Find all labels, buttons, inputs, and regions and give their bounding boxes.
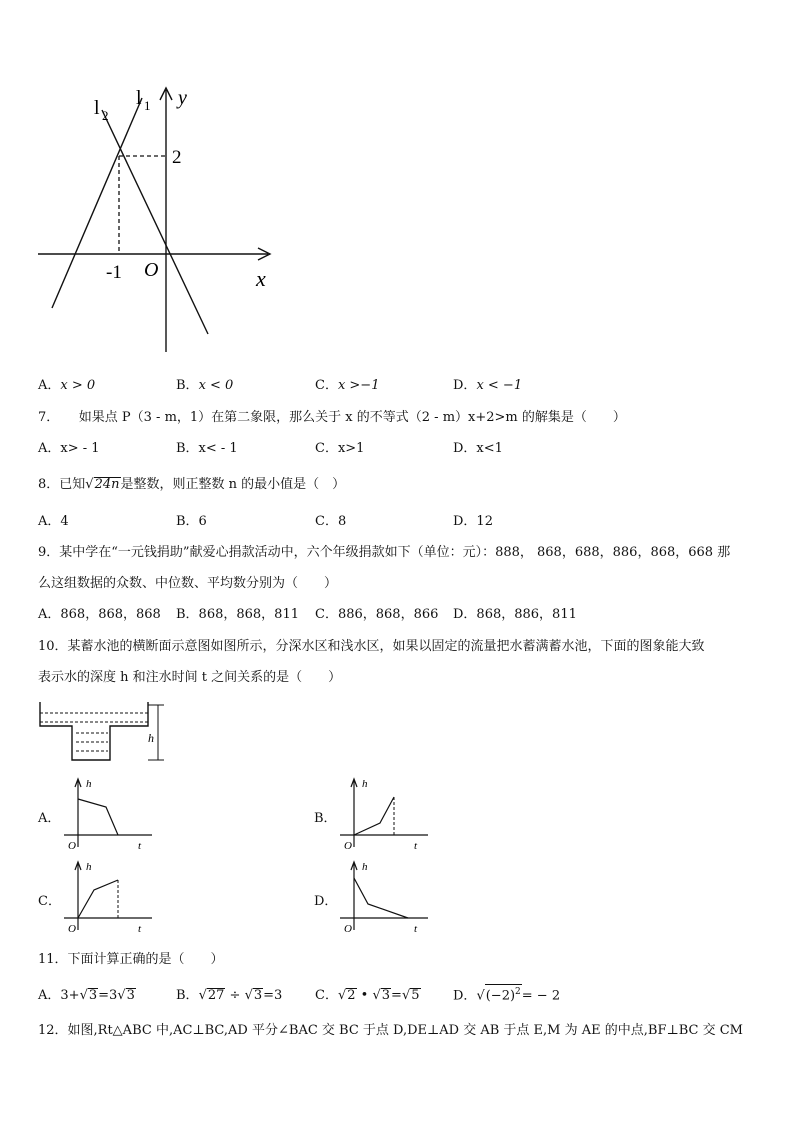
svg-text:h: h [362,778,368,790]
q11-option-c [315,984,421,1003]
q11-stem: 11．下面计算正确的是（ ） [38,952,224,967]
q10-option-b-label: B． [314,811,337,826]
q9-option-a: A．868，868，868 [38,607,161,622]
label-l2: l [94,97,100,119]
option-label: B． [176,378,199,393]
sqrt-symbol: √ [85,477,94,492]
svg-text:O: O [68,923,76,935]
svg-text:O: O [344,923,352,935]
expr-part: =3 [263,988,283,1003]
q6-option-c [315,374,379,393]
q9-option-b: B．868，868，811 [176,607,299,622]
option-text: x >−1 [337,378,380,393]
graph-curve [78,799,118,835]
q11-option-a [38,984,136,1003]
radicand: 3 [253,988,263,1003]
q8-option-b: B．6 [176,514,207,529]
q10-option-a-label: A． [38,811,61,826]
q7-option-d: D．x<1 [453,441,503,456]
option-text: x < 0 [198,378,234,393]
exponent: 2 [515,987,521,997]
q8-option-c: C．8 [315,514,347,529]
radicand: 27 [207,988,225,1003]
pool-cross-section-figure [36,700,176,766]
linear-functions-graph [30,80,290,360]
tick-two: 2 [172,147,182,168]
radicand: 3 [88,988,98,1003]
q10-option-c-label: C． [38,894,61,909]
q9-stem-line2: 么这组数据的众数、中位数、平均数分别为（ ） [38,576,338,591]
sqrt-symbol: √ [79,988,88,1003]
q12-stem: 12．如图,Rt△ABC 中,AC⊥BC,AD 平分∠BAC 交 BC 于点 D,DE⊥AD 交 AB 于点 E,M 为 AE 的中点,BF⊥BC 交 CM [38,1023,743,1038]
q6-option-d [453,374,522,393]
svg-text:O: O [344,840,352,852]
option-text: x < −1 [476,378,523,393]
q7-option-c: C．x>1 [315,441,365,456]
label-x: x [256,266,266,291]
q10-stem-line2: 表示水的深度 h 和注水时间 t 之间关系的是（ ） [38,670,342,685]
q8-radicand: 24n [94,477,120,492]
q11-option-b [176,984,282,1003]
line-l2 [102,110,208,334]
svg-text:t: t [414,923,418,935]
q9-option-c: C．886，868，866 [315,607,439,622]
q8-prefix: 8．已知 [38,477,86,492]
option-label: B． [176,988,199,1003]
option-label: C． [315,378,338,393]
sqrt-symbol: √ [337,988,347,1003]
q6-option-b [176,374,233,393]
option-text: x > 0 [60,378,96,393]
svg-text:O: O [68,840,76,852]
tick-minus-one: -1 [106,262,122,283]
line-l1 [52,98,142,308]
q9-stem-line1: 9．某中学在“一元钱捐助”献爱心捐款活动中，六个年级捐款如下（单位：元）：888， 868，688，886，868，668 那 [38,545,731,560]
q8-option-d: D．12 [453,514,493,529]
sqrt-symbol: √ [372,988,381,1003]
radicand: 3 [126,988,135,1003]
expr-part: 3+ [60,988,80,1003]
q10-option-d-label: D． [314,894,338,909]
label-l1-sub: 1 [144,98,151,113]
graph-curve [78,880,118,918]
q9-option-d: D．868，886，811 [453,607,577,622]
radicand: 5 [411,988,420,1003]
q11-option-d [453,984,560,1003]
label-l2-sub: 2 [102,108,109,123]
sqrt-symbol: √ [476,988,485,1004]
q10-graph-d [336,858,436,938]
svg-text:t: t [414,840,418,852]
radicand [485,984,522,1003]
option-label: A． [38,378,61,393]
q8-stem [38,473,345,492]
svg-text:h: h [362,861,368,873]
svg-text:h: h [86,861,92,873]
q6-option-a [38,374,95,393]
q8-option-a: A．4 [38,514,69,529]
q7-option-b: B．x< - 1 [176,441,238,456]
q10-graph-b [336,775,436,855]
expr-part: ÷ [225,988,245,1003]
expr-part: • [356,988,373,1003]
option-label: A． [38,988,61,1003]
sqrt-symbol: √ [117,988,126,1003]
label-origin: O [144,259,159,281]
q7-option-a: A．x> - 1 [38,441,100,456]
q10-stem-line1: 10．某蓄水池的横断面示意图如图所示，分深水区和浅水区，如果以固定的流量把水蓄满蓄水池，下面的图象能大致 [38,639,705,654]
svg-text:h: h [86,778,92,790]
graph-curve [354,878,408,918]
svg-text:t: t [138,840,142,852]
sqrt-symbol: √ [244,988,253,1003]
expr-part: = − 2 [521,988,561,1004]
option-label: C． [315,988,338,1003]
sqrt-symbol: √ [198,988,207,1003]
q7-stem: 7． 如果点 P（3 - m，1）在第二象限，那么关于 x 的不等式（2 - m）x+2>m 的解集是（ ） [38,410,626,425]
q10-graph-c [60,858,160,938]
expr-part: =3 [98,988,118,1003]
label-l1: l [136,87,142,109]
radicand-base: (−2) [485,988,516,1004]
depth-label: h [148,731,154,745]
expr-part: = [391,988,402,1003]
q10-graph-a [60,775,160,855]
label-y: y [178,87,187,109]
radicand: 2 [347,988,356,1003]
svg-text:t: t [138,923,142,935]
option-label: D． [453,378,477,393]
q8-suffix: 是整数，则正整数 n 的最小值是（ ） [120,477,346,492]
graph-curve [354,797,394,835]
option-label: D． [453,988,477,1004]
radicand: 3 [381,988,391,1003]
sqrt-symbol: √ [401,988,411,1003]
